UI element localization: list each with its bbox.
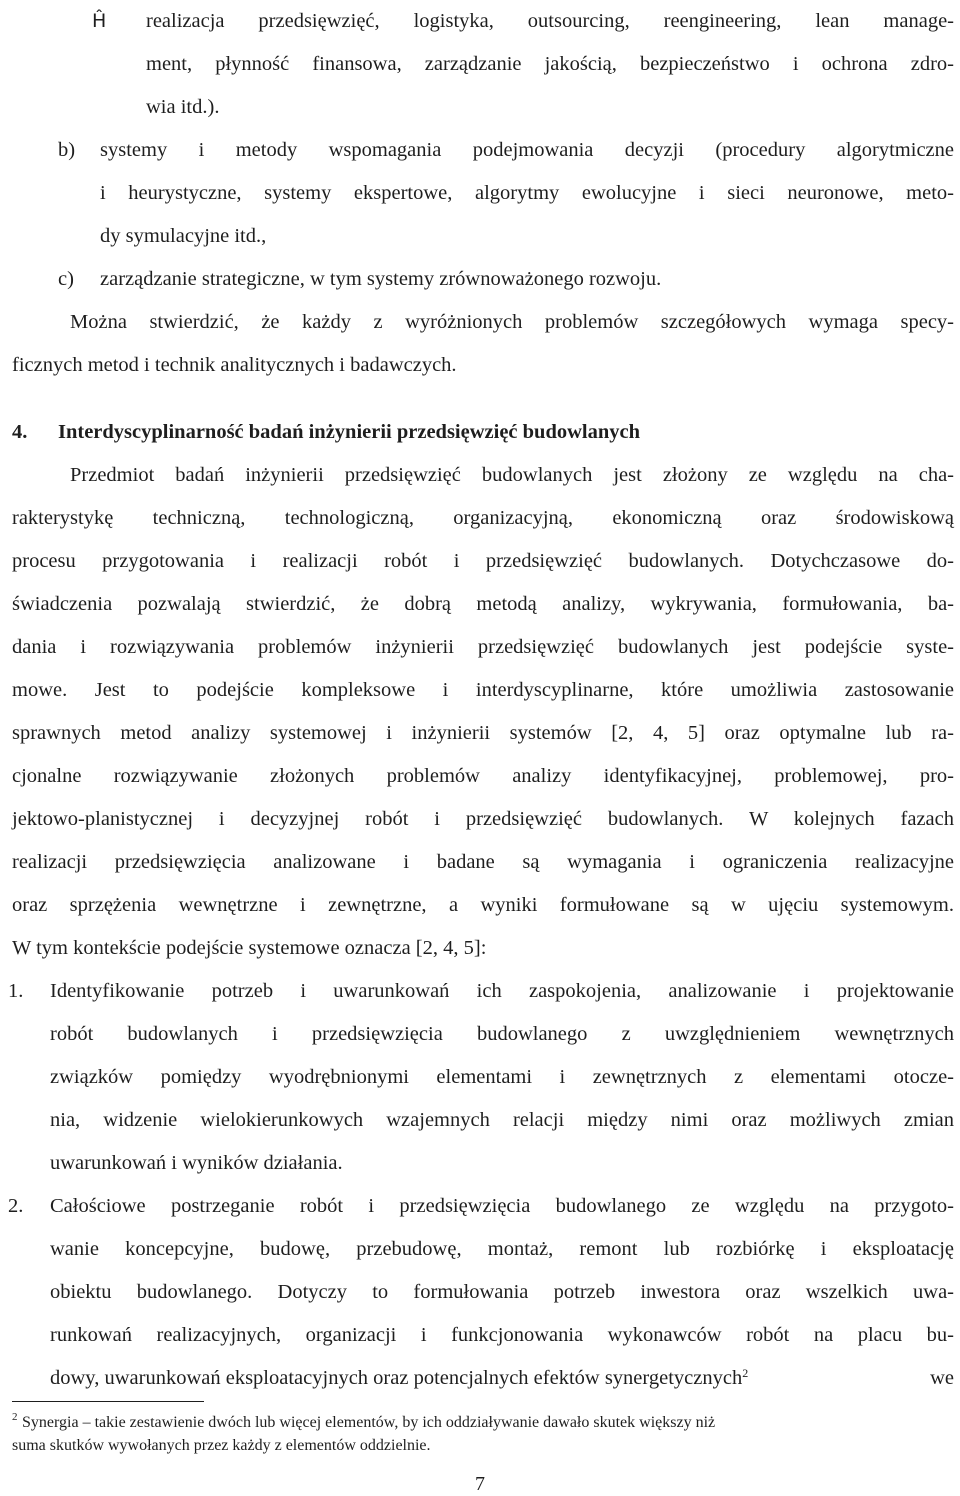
list-text-line: realizacja przedsięwzięć, logistyka, outsourcing, reengineering, lean manage- (146, 10, 954, 32)
list-text-line: obiektu budowlanego. Dotyczy to formułowania potrzeb inwestora oraz wszelkich uwa- (50, 1281, 954, 1303)
list-marker: 1. (8, 980, 24, 1002)
list-text-line: zarządzanie strategiczne, w tym systemy zrównoważonego rozwoju. (100, 268, 662, 290)
paragraph-line: realizacji przedsięwzięcia analizowane i badane są wymagania i ograniczenia realizacyjne (12, 851, 954, 873)
paragraph-line: mowe. Jest to podejście kompleksowe i interdyscyplinarne, które umożliwia zastosowanie (12, 679, 954, 701)
list-marker: b) (58, 139, 76, 161)
footnote-reference[interactable]: 2 (742, 1366, 749, 1380)
paragraph-line: jektowo-planistycznej i decyzyjnej robót i przedsięwzięć budowlanych. W kolejnych fazach (12, 808, 954, 830)
list-marker: c) (58, 268, 74, 290)
section-title: Interdyscyplinarność badań inżynierii przedsięwzięć budowlanych (58, 421, 641, 443)
paragraph-line: rakterystykę techniczną, technologiczną, organizacyjną, ekonomiczną oraz środowiskową (12, 507, 954, 529)
footnote-text-line: Synergia – takie zestawienie dwóch lub więcej elementów, by ich oddziaływanie dawało skutek większy niż (22, 1414, 716, 1431)
list-text-line: uwarunkowań i wyników działania. (50, 1152, 343, 1174)
paragraph-line: ficznych metod i technik analitycznych i badawczych. (12, 354, 457, 376)
list-marker: 2. (8, 1195, 24, 1217)
list-text-line: Całościowe postrzeganie robót i przedsięwzięcia budowlanego ze względu na przygoto- (50, 1195, 954, 1217)
list-text-line (50, 1365, 954, 1391)
paragraph-line: W tym kontekście podejście systemowe oznacza [2, 4, 5]: (12, 937, 487, 959)
list-text-line: systemy i metody wspomagania podejmowania decyzji (procedury algorytmiczne (100, 139, 954, 161)
page-number: 7 (475, 1473, 485, 1495)
list-text-line: i heurystyczne, systemy ekspertowe, algorytmy ewolucyjne i sieci neuronowe, meto- (100, 182, 954, 204)
paragraph-line: oraz sprzężenia wewnętrzne i zewnętrzne, a wyniki formułowane są w ujęciu systemowym. (12, 894, 954, 916)
paragraph-line: cjonalne rozwiązywanie złożonych problemów analizy identyfikacyjnej, problemowej, pro- (12, 765, 954, 787)
list-text-fragment (50, 1365, 748, 1391)
list-marker: Ĥ (92, 10, 107, 32)
list-text-line: nia, widzenie wielokierunkowych wzajemnych relacji między nimi oraz możliwych zmian (50, 1109, 954, 1131)
list-text-line: Identyfikowanie potrzeb i uwarunkowań ich zaspokojenia, analizowanie i projektowanie (50, 980, 954, 1002)
paragraph-line: Przedmiot badań inżynierii przedsięwzięć budowlanych jest złożony ze względu na cha- (70, 464, 954, 486)
list-text-line: wanie koncepcyjne, budowę, przebudowę, montaż, remont lub rozbiórkę i eksploatację (50, 1238, 954, 1260)
footnote-text-line: suma skutków wywołanych przez każdy z elementów oddzielnie. (12, 1437, 431, 1454)
list-text-line: dy symulacyjne itd., (100, 225, 267, 247)
list-text-line: wia itd.). (146, 96, 220, 118)
paragraph-line: Można stwierdzić, że każdy z wyróżnionych problemów szczegółowych wymaga specy- (70, 311, 954, 333)
section-number: 4. (12, 421, 28, 443)
footnote-separator (12, 1401, 204, 1402)
list-text-fragment: dowy, uwarunkowań eksploatacyjnych oraz potencjalnych efektów synergetycznych (50, 1367, 743, 1389)
paragraph-line: świadczenia pozwalają stwierdzić, że dobrą metodą analizy, wykrywania, formułowania, ba- (12, 593, 954, 615)
list-text-line: runkowań realizacyjnych, organizacji i funkcjonowania wykonawców robót na placu bu- (50, 1324, 954, 1346)
paragraph-line: procesu przygotowania i realizacji robót i przedsięwzięć budowlanych. Dotychczasowe do- (12, 550, 954, 572)
list-text-line: ment, płynność finansowa, zarządzanie jakością, bezpieczeństwo i ochrona zdro- (146, 53, 954, 75)
list-text-fragment: we (930, 1367, 954, 1389)
paragraph-line: sprawnych metod analizy systemowej i inżynierii systemów [2, 4, 5] oraz optymalne lub ra- (12, 722, 954, 744)
list-text-line: robót budowlanych i przedsięwzięcia budowlanego z uwzględnieniem wewnętrznych (50, 1023, 954, 1045)
paragraph-line: dania i rozwiązywania problemów inżynierii przedsięwzięć budowlanych jest podejście syste- (12, 636, 954, 658)
footnote-number: 2 (12, 1411, 18, 1423)
list-text-line: związków pomiędzy wyodrębnionymi elementami i zewnętrznych z elementami otocze- (50, 1066, 954, 1088)
